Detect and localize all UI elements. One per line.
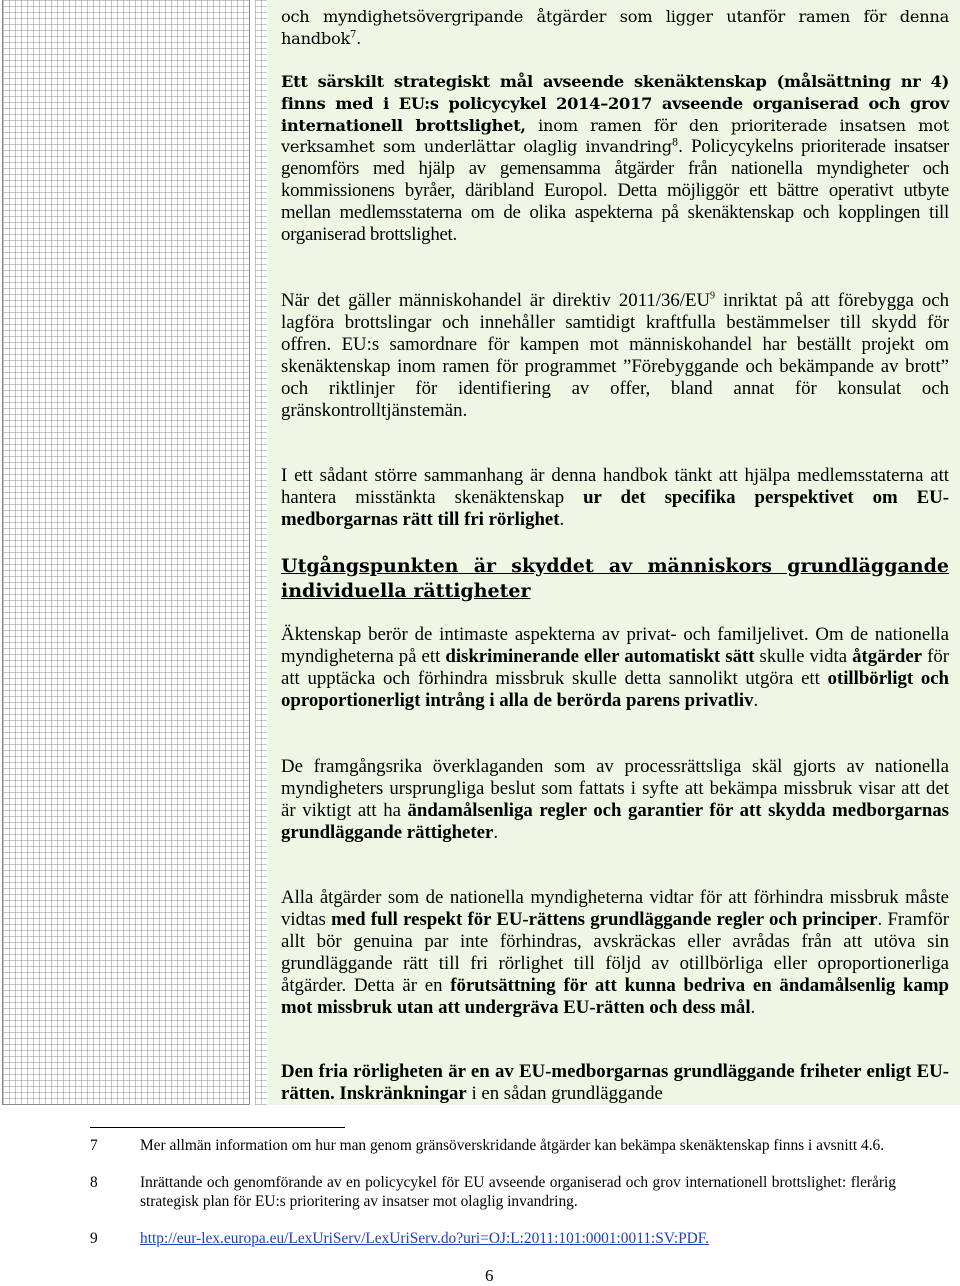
page-number: 6	[485, 1266, 494, 1285]
hatched-margin-panel	[2, 0, 250, 1105]
p6-end: .	[750, 997, 756, 1018]
paragraph-free-movement	[281, 1061, 949, 1105]
footnote-ref-7[interactable]: 7	[350, 29, 357, 41]
p6-bold-2: förutsättning för att kunna bedriva en ändamålsenlig kamp mot missbruk utan att undergräva EU-rätten och dess mål	[281, 975, 949, 1018]
p4-bold-3: otillbörligt och oproportionerligt intrång i alla de berörda parens privatliv	[281, 668, 950, 711]
p0-end: .	[356, 28, 362, 48]
p7-bold-1: Den fria rörligheten är en av EU-medborgarnas grundläggande friheter enligt EU-rätten.	[281, 1061, 949, 1104]
p6-text-c: . Framför allt bör genuina par inte förhindras, avskräckas eller avrådas från att utöva sin grundläggande rätt till fri rörlighet till följd av otillbörliga eller oproportionerliga åtgärder. Detta är en	[281, 909, 949, 996]
footnote-ref-9[interactable]: 9	[710, 290, 716, 302]
p7-bold-2: Inskränkningar	[339, 1083, 467, 1104]
footnote-number: 7	[90, 1137, 98, 1154]
eur-lex-link[interactable]: http://eur-lex.europa.eu/LexUriServ/LexUriServ.do?uri=OJ:L:2011:101:0001:0011:SV:PDF.	[140, 1230, 709, 1247]
p1-bold: Ett särskilt strategiskt mål avseende skenäktenskap (målsättning nr 4) finns med i EU:s policycykel 2014–2017 avseende organiserad och grov internationell brottslighet,	[281, 72, 949, 135]
paragraph-measures	[281, 887, 949, 1019]
p1-text-d: Detta möjliggör ett bättre operativt utbyte mellan medlemsstaterna om de olika aspekterna på skenäktenskap och kopplingen till organiserad brottslighet.	[281, 180, 949, 246]
p4-text-d: för att upptäcka och förhindra missbruk skulle detta sannolikt utgöra ett	[281, 646, 949, 689]
p4-bold-1: diskriminerande eller automatiskt sätt	[445, 646, 755, 667]
paragraph-continuation	[281, 6, 949, 50]
p2-text-a: När det gäller människohandel är direktiv 2011/36/EU	[281, 290, 711, 311]
p3-end: .	[559, 509, 565, 530]
section-heading: Utgångspunkten är skyddet av människors grundläggande individuella rättigheter	[281, 555, 949, 602]
p5-bold: ändamålsenliga regler och garantier för att skydda medborgarnas grundläggande rättigheter	[281, 800, 949, 843]
paragraph-eu-policy-cycle	[281, 71, 949, 246]
hatched-gutter	[255, 0, 267, 1105]
p3-text-a: I ett sådant större sammanhang är denna handbok tänkt att hjälpa medlemsstaterna att hantera misstänkta skenäktenskap	[281, 465, 949, 508]
p4-text-c: skulle vidta	[754, 646, 853, 667]
p2-text-b: inriktat på att förebygga och lagföra brottslingar och innehåller samtidigt kraftfulla bestämmelser till skydd för offren. EU:s samordnare för kampen mot människohandel har beställt projekt om skenäktenskap inom ramen för programmet ”Förebyggande och bekämpande av brott” och riktlinjer för identifiering av offer, bland annat för konsulat och gränskontrolltjänstemän.	[281, 290, 949, 421]
p4-end: .	[753, 690, 759, 711]
footnote-link-wrapper	[140, 1230, 896, 1249]
footnote-text: Mer allmän information om hur man genom gränsöverskridande åtgärder kan bekämpa skenäktenskap finns i avsnitt 4.6.	[140, 1137, 885, 1154]
paragraph-marriage-privacy	[281, 624, 949, 712]
footnote-text: Inrättande och genomförande av en policycykel för EU avseende organiserad och grov internationell brottslighet: flerårig strategisk plan för EU:s prioritering av insatser mot olaglig invandring.	[140, 1174, 896, 1210]
paragraph-appeals	[281, 756, 949, 844]
p3-bold: ur det specifika perspektivet om EU-medborgarnas rätt till fri rörlighet	[281, 487, 949, 530]
p0-text: och myndighetsövergripande åtgärder som ligger utanför ramen för denna handbok	[281, 7, 949, 48]
footnote-separator	[90, 1127, 345, 1128]
p6-text-a: Alla åtgärder som de nationella myndigheterna vidtar för att förhindra missbruk måste vidtas	[281, 887, 949, 930]
p6-bold-1: med full respekt för EU-rättens grundläggande regler och principer	[331, 909, 878, 930]
p5-end: .	[493, 822, 499, 843]
p4-bold-2: åtgärder	[852, 646, 923, 667]
p1-text-c: Policycykelns prioriterade insatser genomförs med hjälp av gemensamma åtgärder från nationella myndigheter och kommissionens byråer, däribland Europol.	[281, 136, 949, 202]
paragraph-context	[281, 465, 949, 531]
footnote-ref-8[interactable]: 8	[671, 138, 678, 149]
footnote-number: 9	[90, 1230, 98, 1247]
paragraph-human-trafficking	[281, 290, 949, 422]
p1-text-b: .	[677, 137, 692, 157]
p5-text-a: De framgångsrika överklaganden som av processrättsliga skäl gjorts av nationella myndigheters ursprungliga beslut som fattats i syfte att bekämpa missbruk visar att det är viktigt att ha	[281, 756, 949, 821]
footnote-number: 8	[90, 1174, 98, 1191]
p7-text-c: i en sådan grundläggande	[466, 1083, 663, 1104]
p4-text-a: Äktenskap berör de intimaste aspekterna av privat- och familjelivet. Om de nationella myndigheterna på ett	[281, 624, 949, 667]
p1-text-a: inom ramen för den prioriterade insatsen mot verksamhet som underlättar olaglig invandring	[281, 115, 950, 157]
